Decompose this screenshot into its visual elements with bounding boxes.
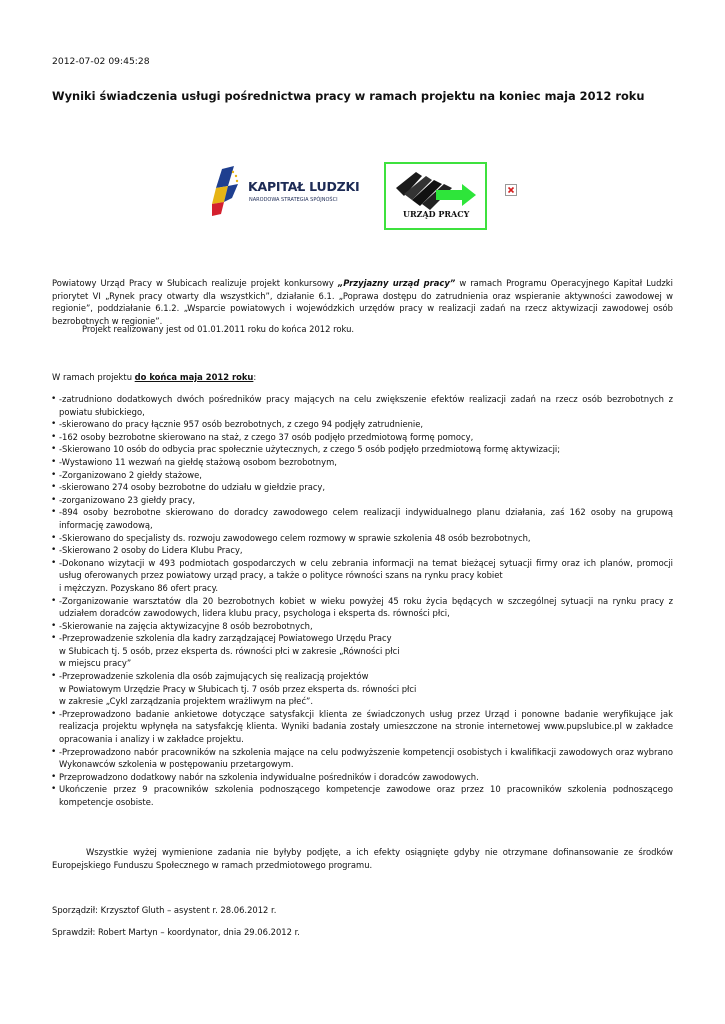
publication-timestamp: 2012-07-02 09:45:28: [52, 56, 150, 67]
kapital-ludzki-subtitle: NARODOWA STRATEGIA SPÓJNOŚCI: [249, 197, 338, 203]
prepared-by: Sporządził: Krzysztof Gluth – asystent r. 28.06.2012 r.: [52, 905, 277, 915]
list-item: • -Skierowano do specjalisty ds. rozwoju zawodowego celem rozmowy w sprawie szkolenia 48 osób bezrobotnych,: [52, 532, 673, 545]
list-item: • -Dokonano wizytacji w 493 podmiotach gospodarczych w celu zebrania informacji na temat bieżącej sytuacji firmy oraz ich planów, promocji usług oferowanych przez powiatowy urząd pracy, a także o polityce równości szans na rynku pracy kobiet i mężczyzn. Pozyskano 86 ofert pracy.: [52, 557, 673, 595]
urzad-pracy-name: URZĄD PRACY: [403, 209, 470, 219]
list-item: • -162 osoby bezrobotne skierowano na staż, z czego 37 osób podjęło przedmiotową formę pomocy,: [52, 431, 673, 444]
achievements-list: [52, 393, 673, 809]
list-item: • -Skierowano 2 osoby do Lidera Klubu Pracy,: [52, 544, 673, 557]
list-lead-emphasis: do końca maja 2012 roku: [134, 372, 254, 382]
list-item: • -894 osoby bezrobotne skierowano do doradcy zawodowego celem realizacji indywidualnego planu działania, zaś 162 osoby na grupową informację zawodową,: [52, 506, 673, 531]
funding-disclaimer: Wszystkie wyżej wymienione zadania nie byłyby podjęte, a ich efekty osiągnięte gdyby nie otrzymane dofinansowanie ze środków Europejskiego Funduszu Społecznego w ramach przedmiotowego programu.: [52, 847, 673, 870]
list-item: • -zatrudniono dodatkowych dwóch pośredników pracy mających na celu zwiększenie efektów realizacji zadań na rzecz osób bezrobotnych z powiatu słubickiego,: [52, 393, 673, 418]
list-item: • -Przeprowadzenie szkolenia dla osób zajmujących się realizacją projektów w Powiatowym Urzędzie Pracy w Słubicach tj. 7 osób przez eksperta ds. równości płci w zakresie „Cykl zarządzania projektem wrażliwym na płeć”.: [52, 670, 673, 708]
project-name: „Przyjazny urząd pracy”: [337, 278, 456, 288]
list-item: • -Przeprowadzenie szkolenia dla kadry zarządzającej Powiatowego Urzędu Pracy w Słubicach tj. 5 osób, przez eksperta ds. równości płci w zakresie „Równości płci w miejscu pracy”: [52, 632, 673, 670]
checked-by: Sprawdził: Robert Martyn – koordynator, dnia 29.06.2012 r.: [52, 927, 300, 937]
list-item: • Przeprowadzono dodatkowy nabór na szkolenia indywidualne pośredników i doradców zawodowych.: [52, 771, 673, 784]
list-item: • -Zorganizowanie warsztatów dla 20 bezrobotnych kobiet w wieku powyżej 45 roku życia będących w szczególnej sytuacji na rynku pracy z udziałem doradców zawodowych, lidera klubu pracy, psychologa i eksperta ds. równości płci,: [52, 595, 673, 620]
list-item: • -Skierowano 10 osób do odbycia prac społecznie użytecznych, z czego 5 osób podjęło przedmiotową formę aktywizacji;: [52, 443, 673, 456]
intro-paragraph: [52, 277, 673, 327]
kapital-ludzki-emblem-icon: [212, 166, 242, 216]
urzad-pracy-logo: [384, 162, 487, 230]
list-lead: [52, 371, 673, 384]
intro-text-after: w ramach Programu Operacyjnego Kapitał Ludzki priorytet VI „Rynek pracy otwarty dla wszystkich”, działanie 6.1. „Poprawa dostępu do zatrudnienia oraz wspieranie aktywności zawodowej w regionie”, poddziałanie 6.1.2. „Wsparcie powiatowych i wojewódzkich urzędów pracy w realizacji zadań na rzecz aktywizacji zawodowej osób bezrobotnych w regionie”.: [52, 278, 673, 326]
page-title: Wyniki świadczenia usługi pośrednictwa pracy w ramach projektu na koniec maja 2012 roku: [52, 89, 645, 103]
list-item: • -Skierowanie na zajęcia aktywizacyjne 8 osób bezrobotnych,: [52, 620, 673, 633]
list-item: • -skierowano do pracy łącznie 957 osób bezrobotnych, z czego 94 podjęły zatrudnienie,: [52, 418, 673, 431]
project-period: Projekt realizowany jest od 01.01.2011 roku do końca 2012 roku.: [82, 324, 355, 334]
intro-text-before: Powiatowy Urząd Pracy w Słubicach realizuje projekt konkursowy: [52, 278, 338, 288]
list-item: • -Zorganizowano 2 giełdy stażowe,: [52, 469, 673, 482]
list-item: • -Wystawiono 11 wezwań na giełdę stażową osobom bezrobotnym,: [52, 456, 673, 469]
list-item: • Ukończenie przez 9 pracowników szkolenia podnoszącego kompetencje zawodowe oraz przez 10 pracowników szkolenia podnoszącego kompetencje osobiste.: [52, 783, 673, 808]
broken-image-icon: [505, 184, 517, 196]
list-lead-after: :: [253, 372, 257, 382]
list-item: • -skierowano 274 osoby bezrobotne do udziału w giełdzie pracy,: [52, 481, 673, 494]
kapital-ludzki-name: KAPITAŁ LUDZKI: [248, 179, 360, 194]
list-item: • -Przeprowadzono badanie ankietowe dotyczące satysfakcji klienta ze świadczonych usług przez Urząd i ponowne badanie weryfikujące jak realizacja projektu wpłynęła na satysfakcję klienta. Wyniki badania zostały umieszczone na stronie internetowej www.pupslubice.pl w zakładce opracowania i analizy i w zakładce projektu.: [52, 708, 673, 746]
list-item: • -zorganizowano 23 giełdy pracy,: [52, 494, 673, 507]
list-item: • -Przeprowadzono nabór pracowników na szkolenia mające na celu podwyższenie kompetencji osobistych i kwalifikacji zawodowych oraz wybrano Wykonawców szkolenia w postępowaniu przetargowym.: [52, 746, 673, 771]
kapital-ludzki-logo: [212, 166, 360, 216]
list-lead-before: W ramach projektu: [52, 372, 135, 382]
